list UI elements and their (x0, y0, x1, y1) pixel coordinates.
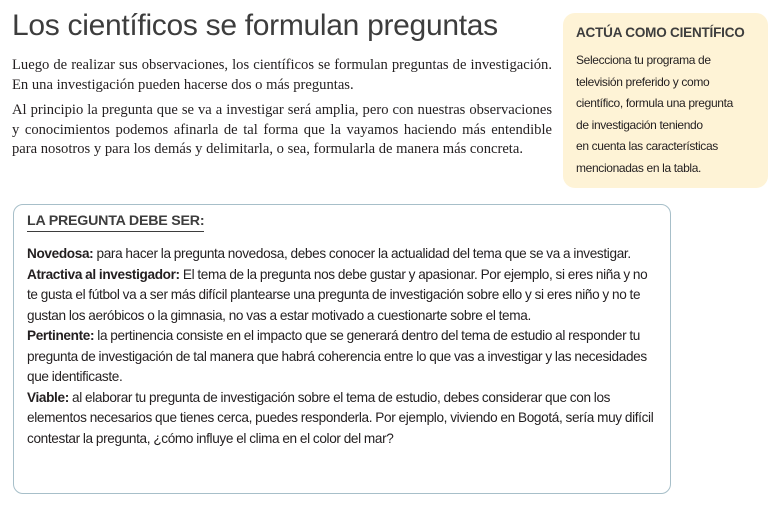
act-as-scientist-box (563, 13, 768, 188)
intro-text (12, 56, 552, 166)
sidebox-line: científico, formula una pregunta (576, 96, 733, 110)
criterion-term: Pertinente: (27, 328, 95, 343)
sidebox-line: mencionadas en la tabla. (576, 160, 702, 175)
criterion-term: Viable: (27, 389, 69, 405)
sidebox-line: Selecciona tu programa de (576, 53, 711, 67)
criterion-attractive (27, 265, 658, 327)
intro-paragraph: Luego de realizar sus observaciones, los científicos se formulan preguntas de investigación. En una investigación pueden hacerse dos o más preguntas. (12, 57, 552, 93)
question-criteria-heading: LA PREGUNTA DEBE SER: (27, 213, 204, 232)
sidebox-line: en cuenta las características (576, 139, 718, 153)
criterion-term: Atractiva al investigador: (27, 266, 180, 282)
sidebox-line: televisión preferido y como (576, 74, 710, 89)
criterion-viable (27, 388, 658, 450)
criterion-description: para hacer la pregunta novedosa, debes conocer la actualidad del tema que se va a investigar. (93, 246, 631, 261)
page-title: Los científicos se formulan preguntas (12, 9, 498, 42)
criterion-pertinent (27, 326, 658, 388)
criterion-description: El tema de la pregunta nos debe gustar y apasionar. Por ejemplo, si eres niña y no te gusta el fútbol va a ser más difícil plantearse una pregunta de investigación sobre ello y si eres niño y no te gustan los aeróbicos o la gimnasia, no vas a estar motivado a cuestionarte sobre el tema. (27, 266, 648, 323)
question-criteria-box (13, 204, 671, 494)
sidebox-line: de investigación teniendo (576, 117, 703, 132)
criterion-description: la pertinencia consiste en el impacto que se generará dentro del tema de estudio al responder tu pregunta de investigación de tal manera que habrá coherencia entre lo que vas a investigar y las necesidades que identificaste. (27, 328, 647, 384)
criterion-novel (27, 244, 658, 265)
intro-paragraph: Al principio la pregunta que se va a investigar será amplia, pero con nuestras observaciones y conocimientos podemos afinarla de tal forma que la vayamos haciendo más entendible para nosotros y para los demás y delimitarla, o sea, formularla de manera más concreta. (12, 102, 552, 158)
act-as-scientist-text (576, 50, 758, 179)
criterion-term: Novedosa: (27, 246, 94, 261)
criterion-description: al elaborar tu pregunta de investigación sobre el tema de estudio, debes considerar que con los elementos necesarios que tienes cerca, puedes responderla. Por ejemplo, viviendo en Bogotá, sería muy difícil contestar la pregunta, ¿cómo influye el clima en el color del mar? (27, 389, 654, 446)
act-as-scientist-heading: ACTÚA COMO CIENTÍFICO (576, 25, 745, 40)
